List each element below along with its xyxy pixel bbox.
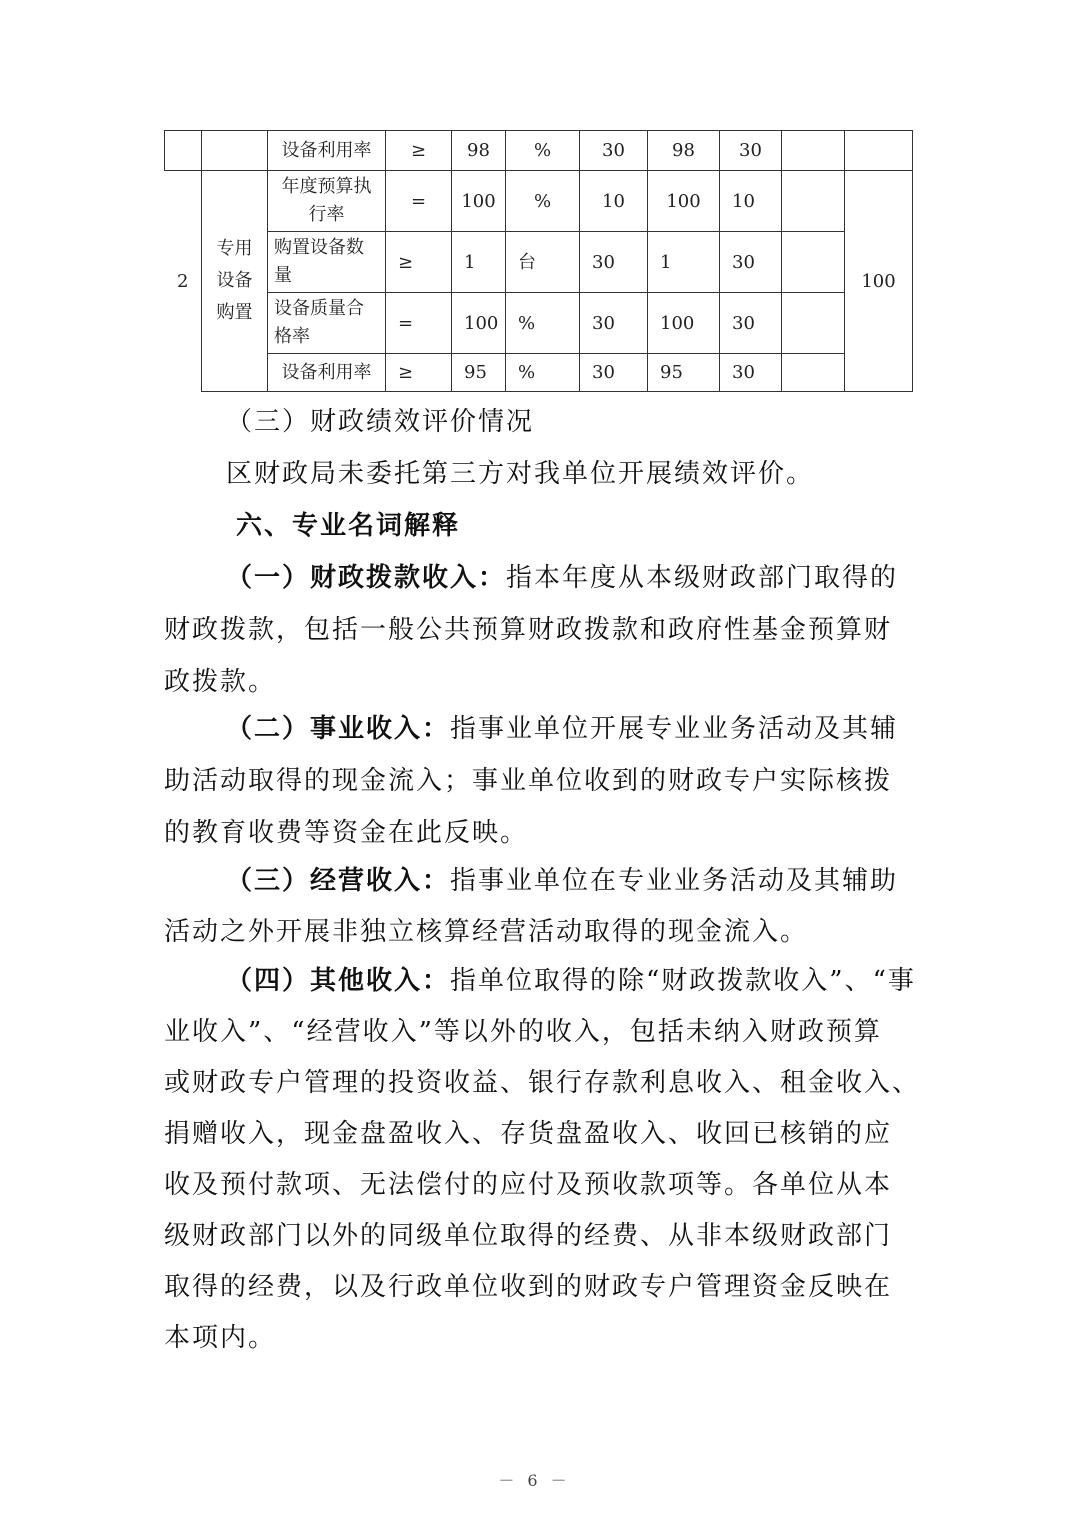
category-cell <box>202 171 268 392</box>
operator-cell: ≥ <box>386 131 452 171</box>
category-line: 设备 <box>216 270 253 291</box>
table-row <box>165 171 913 232</box>
paragraph-line: （三）经营收入：指事业单位在专业业务活动及其辅助 <box>226 866 899 896</box>
total-cell <box>845 131 913 171</box>
score-cell: 30 <box>720 232 782 293</box>
paragraph-line: （四）其他收入：指单位取得的除“财政拨款收入”、“事 <box>226 966 916 996</box>
paragraph-line: 财政拨款，包括一般公共预算财政拨款和政府性基金预算财 <box>164 615 893 645</box>
actual-cell: 100 <box>648 171 720 232</box>
term-label: （三）经营收入： <box>226 866 451 896</box>
blank-cell <box>782 171 845 232</box>
indicator-cell: 设备利用率 <box>268 131 386 171</box>
unit-cell: % <box>506 293 580 354</box>
target-cell: 100 <box>452 293 506 354</box>
table-row <box>165 354 913 392</box>
blank-cell <box>782 354 845 392</box>
performance-table <box>164 130 913 392</box>
unit-cell: % <box>506 131 580 171</box>
actual-cell: 100 <box>648 293 720 354</box>
category-line: 专用 <box>216 238 253 259</box>
paragraph-line: （二）事业收入：指事业单位开展专业业务活动及其辅 <box>226 714 899 744</box>
indicator-cell: 年度预算执 行率 <box>268 171 386 232</box>
total-cell: 100 <box>845 171 913 392</box>
unit-cell: % <box>506 171 580 232</box>
paragraph-line: 业收入”、“经营收入”等以外的收入，包括未纳入财政预算 <box>164 1017 882 1047</box>
blank-cell <box>782 131 845 171</box>
paragraph-line: 的教育收费等资金在此反映。 <box>164 818 529 848</box>
weight-cell: 30 <box>580 232 648 293</box>
page-number: － 6 － <box>498 1471 571 1490</box>
table-row <box>165 293 913 354</box>
weight-cell: 30 <box>580 354 648 392</box>
paragraph-line: 本项内。 <box>164 1323 277 1353</box>
actual-cell: 98 <box>648 131 720 171</box>
paragraph-line: 捐赠收入，现金盘盈收入、存货盘盈收入、收回已核销的应 <box>164 1119 893 1149</box>
target-cell: 98 <box>452 131 506 171</box>
score-cell: 10 <box>720 171 782 232</box>
target-cell: 95 <box>452 354 506 392</box>
term-label: （四）其他收入： <box>226 966 451 996</box>
category-cell <box>202 131 268 171</box>
target-cell: 100 <box>452 171 506 232</box>
seq-cell: 2 <box>165 171 202 392</box>
unit-cell: % <box>506 354 580 392</box>
paragraph-line: 收及预付款项、无法偿付的应付及预收款项等。各单位从本 <box>164 1170 893 1200</box>
eval-text: 区财政局未委托第三方对我单位开展绩效评价。 <box>226 459 815 489</box>
term-label: （一）财政拨款收入： <box>226 563 507 593</box>
paragraph-line: 或财政专户管理的投资收益、银行存款利息收入、租金收入、 <box>164 1068 921 1098</box>
operator-cell: = <box>386 293 452 354</box>
indicator-cell: 购置设备数 量 <box>268 232 386 293</box>
operator-cell: = <box>386 171 452 232</box>
paragraph-line: 政拨款。 <box>164 667 277 697</box>
weight-cell: 30 <box>580 131 648 171</box>
indicator-cell: 设备利用率 <box>268 354 386 392</box>
eval-heading: （三）财政绩效评价情况 <box>226 407 535 437</box>
glossary-heading: 六、专业名词解释 <box>236 511 461 541</box>
unit-cell: 台 <box>506 232 580 293</box>
table-row <box>165 232 913 293</box>
paragraph-line: 取得的经费，以及行政单位收到的财政专户管理资金反映在 <box>164 1272 893 1302</box>
paragraph-line: （一）财政拨款收入：指本年度从本级财政部门取得的 <box>226 563 899 593</box>
score-cell: 30 <box>720 354 782 392</box>
paragraph-line: 级财政部门以外的同级单位取得的经费、从非本级财政部门 <box>164 1221 893 1251</box>
paragraph-line: 活动之外开展非独立核算经营活动取得的现金流入。 <box>164 917 809 947</box>
blank-cell <box>782 293 845 354</box>
weight-cell: 10 <box>580 171 648 232</box>
blank-cell <box>782 232 845 293</box>
score-cell: 30 <box>720 293 782 354</box>
paragraph-line: 助活动取得的现金流入；事业单位收到的财政专户实际核拨 <box>164 766 893 796</box>
table-row <box>165 131 913 171</box>
term-label: （二）事业收入： <box>226 714 451 744</box>
indicator-cell: 设备质量合 格率 <box>268 293 386 354</box>
target-cell: 1 <box>452 232 506 293</box>
actual-cell: 1 <box>648 232 720 293</box>
actual-cell: 95 <box>648 354 720 392</box>
operator-cell: ≥ <box>386 232 452 293</box>
weight-cell: 30 <box>580 293 648 354</box>
operator-cell: ≥ <box>386 354 452 392</box>
seq-cell <box>165 131 202 171</box>
score-cell: 30 <box>720 131 782 171</box>
category-line: 购置 <box>216 302 253 323</box>
